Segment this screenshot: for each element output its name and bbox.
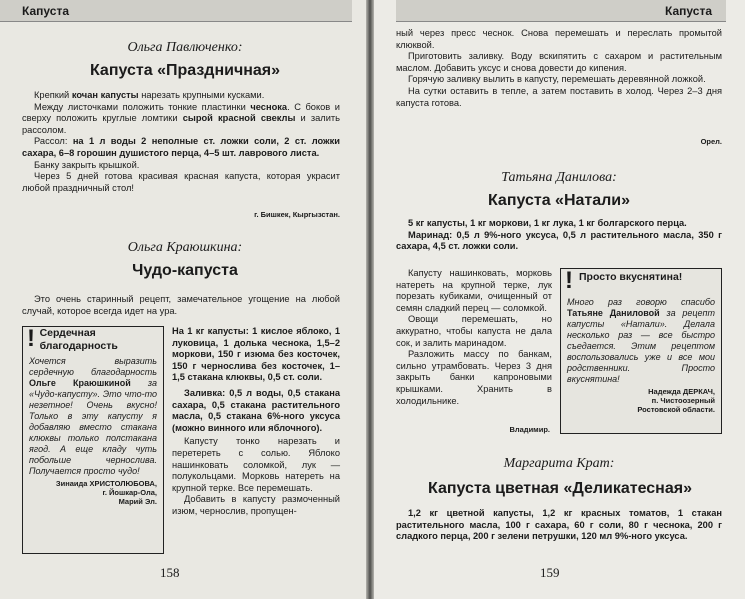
recipe-author: Ольга Краюшкина:: [127, 240, 243, 255]
recipe-intro: Это очень старинный рецепт, замечательное угощение на любой случай, которое всегда идет на ура.: [22, 294, 340, 316]
recipe-body: На 1 кг капусты: 1 кислое яблоко, 1 луковица, 1 долька чеснока, 1,5–2 моркови, 150 г изюма без косточек, 150 г чернослива без косточек, 1–1,5 стакана клюквы, 0,5 ст. соли. Заливка: 0,5 л воды, 0,5 стакана сахара, 0,5 стакана растительного масла, 0,5 стакана 6%-ного уксуса (можно винного или яблочного). Капусту тонко нарезать и перетереть с солью. Яблоко нашинковать соломкой, лук — полукольцами. Морковь натереть на крупной терке. Все перемешать. Добавить в капусту размоченный изюм, чернослив, пропущен-: [172, 326, 340, 516]
box-text: Хочется выразить сердечную благодарность Ольге Краюшкиной за «Чудо-капусту». Это что-то незетное! Очень вкусно! Только в эту капусту я добавляю вместо стакана клюквы только полстакана ягод. А еще кладу чуть побольше чернослива. Получается просто чудо!: [29, 356, 158, 476]
recipe-ingredients: 5 кг капусты, 1 кг моркови, 1 кг лука, 1 кг болгарского перца. Маринад: 0,5 л 9%-ного уксуса, 0,5 л растительного масла, 350 г сахара, 4,5 ст. ложки соли.: [396, 218, 722, 252]
book-gutter: [366, 0, 374, 599]
recipe-signature: Владимир.: [509, 425, 550, 434]
box-signature: Надежда ДЕРКАЧ, п. Чистоозерный Ростовской области.: [637, 387, 715, 414]
box-title: Сердечная благодарность: [39, 327, 118, 352]
exclamation-icon: !: [27, 325, 35, 352]
box-text: Много раз говорю спасибо Татьяне Даниловой за рецепт капусты «Натали». Делала несколько раз — все быстро съедается. Этим рецептом воспользовались уже и все мои родственники. Просто вкуснятина!: [567, 297, 716, 384]
recipe-author: Татьяна Данилова:: [501, 170, 617, 185]
recipe-signature: Орел.: [700, 137, 722, 146]
right-page: [374, 0, 745, 599]
box-title: Просто вкуснятина!: [579, 271, 683, 283]
recipe-author: Маргарита Крат:: [503, 456, 615, 471]
gratitude-box: [560, 268, 722, 434]
running-head-right: Капуста: [396, 0, 726, 22]
recipe-title: Капуста цветная «Деликатесная»: [428, 480, 692, 497]
recipe-body: Капусту нашинковать, морковь натереть на крупной терке, лук порезать кубиками, очищенный от семян сладкий перец — соломкой. Овощи перемешать, но аккуратно, чтобы капуста не дала сок, и залить маринадом. Разложить массу по банкам, сильно утрамбовать. Через 3 дня закрыть банки капроновыми крышками. Хранить в холодильнике.: [396, 268, 552, 406]
recipe-author: Ольга Павлюченко:: [127, 40, 243, 55]
recipe-continuation: ный через пресс чеснок. Снова перемешать и переслать промытой клюквой. Приготовить заливку. Воду вскипятить с сахаром и растительным маслом. Добавить уксус и снова довести до кипения. Горячую заливку вылить в капусту, перемешать деревянной ложкой. На сутки оставить в тепле, а затем поставить в холод. Через 2–3 дня капуста готова.: [396, 28, 722, 108]
recipe-title: Капуста «Праздничная»: [89, 62, 281, 79]
left-page: [0, 0, 366, 599]
recipe-ingredients: 1,2 кг цветной капусты, 1,2 кг красных томатов, 1 стакан растительного масла, 100 г сахара, 60 г соли, 80 г чеснока, 200 г сладкого перца, 200 г зелени петрушки, 120 мл 9%-ного уксуса.: [396, 508, 722, 542]
running-head-left: Капуста: [0, 0, 352, 22]
exclamation-icon: !: [565, 267, 573, 294]
recipe-body: Крепкий кочан капусты нарезать крупными кусками. Между листочками положить тонкие пластинки чеснока. С боков и сверху положить круглые ломтики сырой красной свеклы и залить рассолом. Рассол: на 1 л воды 2 неполные ст. ложки соли, 2 ст. ложки сахара, 6–8 горошин душистого перца, 4–5 шт. лаврового листа. Банку закрыть крышкой. Через 5 дней готова красивая красная капуста, которая украсит любой праздничный стол!: [22, 90, 341, 193]
box-signature: Зинаида ХРИСТОЛЮБОВА, г. Йошкар-Ола, Марий Эл.: [55, 479, 157, 506]
page-number: 159: [540, 565, 560, 580]
page-number: 158: [160, 565, 180, 580]
recipe-title: Капуста «Натали»: [487, 192, 631, 209]
gratitude-box: [22, 326, 164, 554]
recipe-title: Чудо-капуста: [132, 262, 238, 279]
recipe-signature: г. Бишкек, Кыргызстан.: [254, 210, 340, 219]
